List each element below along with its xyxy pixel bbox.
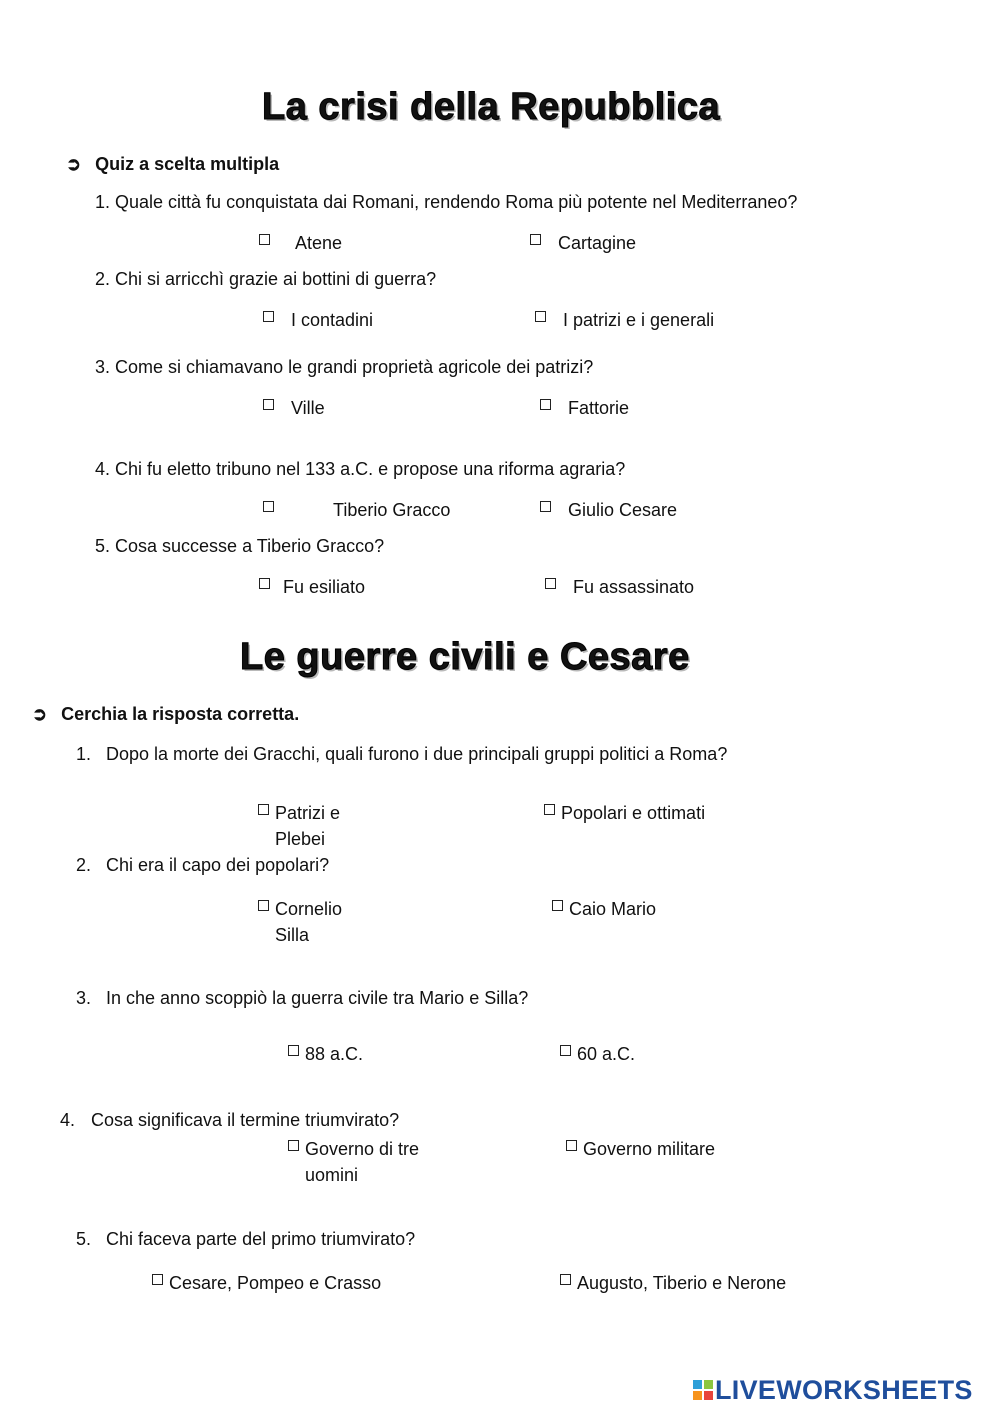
option-label: Fu esiliato — [283, 577, 366, 597]
arrow-right-icon: ➲ — [66, 154, 82, 174]
arrow-right-icon: ➲ — [32, 704, 48, 724]
question-text: Chi faceva parte del primo triumvirato? — [106, 1229, 416, 1249]
option-label: 60 a.C. — [577, 1044, 636, 1064]
option-label: 88 a.C. — [305, 1044, 364, 1064]
option-label: Augusto, Tiberio e Nerone — [577, 1273, 787, 1293]
option-checkbox[interactable] — [288, 1136, 455, 1188]
section-title: Le guerre civili e Cesare — [240, 636, 690, 678]
option-label: Popolari e ottimati — [561, 803, 706, 823]
option-label: Cesare, Pompeo e Crasso — [169, 1273, 382, 1293]
checkbox-icon[interactable] — [288, 1140, 299, 1151]
question-2 — [76, 855, 329, 876]
option-label: Giulio Cesare — [568, 500, 678, 520]
checkbox-icon[interactable] — [552, 900, 563, 911]
question-text: Dopo la morte dei Gracchi, quali furono i due principali gruppi politici a Roma? — [106, 744, 728, 764]
option-checkbox[interactable] — [540, 497, 677, 523]
question-3: 3. Come si chiamavano le grandi proprietà agricole dei patrizi? — [95, 357, 594, 377]
checkbox-icon[interactable] — [259, 578, 270, 589]
option-checkbox[interactable] — [259, 230, 342, 256]
option-checkbox[interactable] — [544, 800, 705, 826]
option-checkbox[interactable] — [566, 1136, 715, 1162]
question-number: 5. — [76, 1229, 92, 1249]
option-label: Governo di tre uomini — [305, 1139, 420, 1185]
section-heading-text: Quiz a scelta multipla — [95, 154, 280, 174]
checkbox-icon[interactable] — [540, 399, 551, 410]
section-heading-quiz — [66, 154, 279, 175]
question-number: 2. — [76, 855, 92, 875]
option-checkbox[interactable] — [535, 307, 714, 333]
option-label: I patrizi e i generali — [563, 310, 715, 330]
checkbox-icon[interactable] — [288, 1045, 299, 1056]
question-number: 3. — [76, 988, 92, 1008]
option-checkbox[interactable] — [258, 896, 375, 948]
question-2: 2. Chi si arricchì grazie ai bottini di guerra? — [95, 269, 437, 289]
option-label: Ville — [291, 398, 325, 418]
option-checkbox[interactable] — [258, 800, 375, 852]
option-checkbox[interactable] — [288, 1041, 363, 1067]
option-checkbox[interactable] — [263, 307, 373, 333]
checkbox-icon[interactable] — [545, 578, 556, 589]
question-1: 1. Quale città fu conquistata dai Romani, rendendo Roma più potente nel Mediterraneo? — [95, 192, 798, 212]
option-label: Tiberio Gracco — [333, 500, 451, 520]
option-label: Cornelio Silla — [275, 899, 343, 945]
checkbox-icon[interactable] — [540, 501, 551, 512]
checkbox-icon[interactable] — [566, 1140, 577, 1151]
option-checkbox[interactable] — [263, 395, 325, 421]
checkbox-icon[interactable] — [530, 234, 541, 245]
option-label: I contadini — [291, 310, 374, 330]
question-1 — [76, 744, 727, 765]
option-checkbox[interactable] — [263, 497, 450, 523]
checkbox-icon[interactable] — [560, 1045, 571, 1056]
option-checkbox[interactable] — [259, 574, 365, 600]
question-5 — [76, 1229, 415, 1250]
question-3 — [76, 988, 528, 1009]
checkbox-icon[interactable] — [560, 1274, 571, 1285]
option-checkbox[interactable] — [560, 1041, 635, 1067]
option-checkbox[interactable] — [545, 574, 694, 600]
option-label: Fu assassinato — [573, 577, 695, 597]
brand-name: LIVEWORKSHEETS — [715, 1374, 973, 1405]
checkbox-icon[interactable] — [258, 900, 269, 911]
question-5: 5. Cosa successe a Tiberio Gracco? — [95, 536, 385, 556]
option-label: Cartagine — [558, 233, 637, 253]
checkbox-icon[interactable] — [259, 234, 270, 245]
logo-mark-icon — [693, 1380, 713, 1400]
liveworksheets-logo — [693, 1376, 973, 1404]
question-4: 4. Chi fu eletto tribuno nel 133 a.C. e propose una riforma agraria? — [95, 459, 626, 479]
option-label: Caio Mario — [569, 899, 657, 919]
question-number: 4. — [60, 1110, 76, 1130]
option-label: Governo militare — [583, 1139, 716, 1159]
option-checkbox[interactable] — [552, 896, 656, 922]
option-checkbox[interactable] — [530, 230, 636, 256]
question-text: Chi era il capo dei popolari? — [106, 855, 330, 875]
option-checkbox[interactable] — [560, 1270, 786, 1296]
checkbox-icon[interactable] — [544, 804, 555, 815]
option-checkbox[interactable] — [540, 395, 629, 421]
checkbox-icon[interactable] — [263, 501, 274, 512]
option-checkbox[interactable] — [152, 1270, 381, 1296]
section-heading-circle — [32, 704, 299, 725]
question-number: 1. — [76, 744, 92, 764]
page-title: La crisi della Repubblica — [262, 86, 721, 128]
checkbox-icon[interactable] — [258, 804, 269, 815]
checkbox-icon[interactable] — [263, 311, 274, 322]
checkbox-icon[interactable] — [263, 399, 274, 410]
question-text: Cosa significava il termine triumvirato? — [91, 1110, 400, 1130]
checkbox-icon[interactable] — [535, 311, 546, 322]
question-text: In che anno scoppiò la guerra civile tra Mario e Silla? — [106, 988, 529, 1008]
question-4 — [60, 1110, 399, 1131]
option-label: Atene — [295, 233, 343, 253]
section-heading-text: Cerchia la risposta corretta. — [61, 704, 300, 724]
option-label: Fattorie — [568, 398, 630, 418]
option-label: Patrizi e Plebei — [275, 803, 341, 849]
checkbox-icon[interactable] — [152, 1274, 163, 1285]
